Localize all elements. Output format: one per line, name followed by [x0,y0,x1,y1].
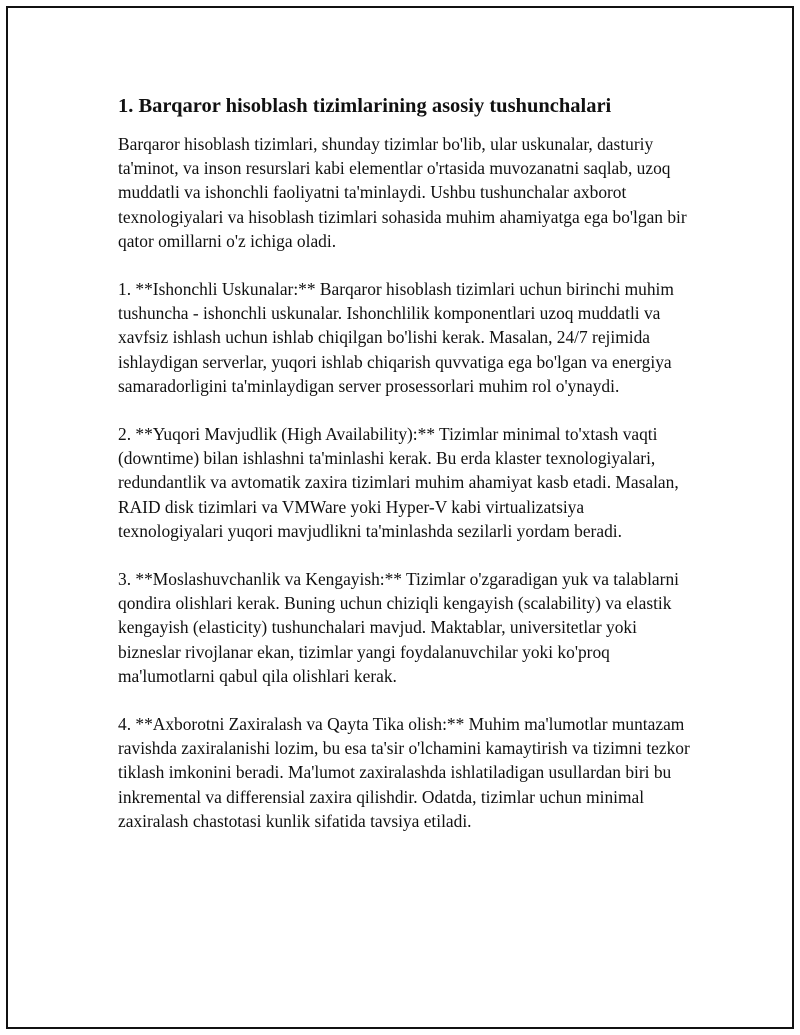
document-body [118,92,693,857]
paragraph-backup-recovery: 4. **Axborotni Zaxiralash va Qayta Tika olish:** Muhim ma'lumotlar muntazam ravishda zaxiralanishi lozim, bu esa ta'sir o'lchamini kamaytirish va tizimni tezkor tiklash imkonini beradi. Ma'lumot zaxiralashda ishlatiladigan usullardan biri bu inkremental va differensial zaxira qilishdir. Odatda, tizimlar uchun minimal zaxiralash chastotasi kunlik sifatida tavsiya etiladi. [118,714,690,831]
intro-paragraph: Barqaror hisoblash tizimlari, shunday tizimlar bo'lib, ular uskunalar, dasturiy ta'minot, va inson resurslari kabi elementlar o'rtasida muvozanatni saqlab, uzoq muddatli va ishonchli faoliyatni ta'minlaydi. Ushbu tushunchalar axborot texnologiyalari va hisoblash tizimlari sohasida muhim ahamiyatga ega bo'lgan bir qator omillarni o'z ichiga oladi. [118,134,687,251]
paragraph-scalability: 3. **Moslashuvchanlik va Kengayish:** Tizimlar o'zgaradigan yuk va talablarni qondira olishlari kerak. Buning uchun chiziqli kengayish (scalability) va elastik kengayish (elasticity) tushunchalari mavjud. Maktablar, universitetlar yoki bizneslar rivojlanar ekan, tizimlar yangi foydalanuvchilar yoki ko'proq ma'lumotlarni qabul qila olishlari kerak. [118,569,679,686]
section-heading: 1. Barqaror hisoblash tizimlarining asosiy tushunchalari [118,95,612,117]
paragraph-reliable-hardware: 1. **Ishonchli Uskunalar:** Barqaror hisoblash tizimlari uchun birinchi muhim tushuncha - ishonchli uskunalar. Ishonchlilik komponentlari uzoq muddatli va xavfsiz ishlash uchun ishlab chiqilgan bo'lishi kerak. Masalan, 24/7 rejimida ishlaydigan serverlar, yuqori ishlab chiqarish quvvatiga ega bo'lgan va energiya samaradorligini ta'minlaydigan server prosessorlari muhim rol o'ynaydi. [118,279,674,396]
paragraph-high-availability: 2. **Yuqori Mavjudlik (High Availability):** Tizimlar minimal to'xtash vaqti (downtime) bilan ishlashni ta'minlashi kerak. Bu erda klaster texnologiyalari, redundantlik va avtomatik zaxira tizimlari muhim ahamiyat kasb etadi. Masalan, RAID disk tizimlari va VMWare yoki Hyper-V kabi virtualizatsiya texnologiyalari yuqori mavjudlikni ta'minlashda sezilarli yordam beradi. [118,424,679,541]
